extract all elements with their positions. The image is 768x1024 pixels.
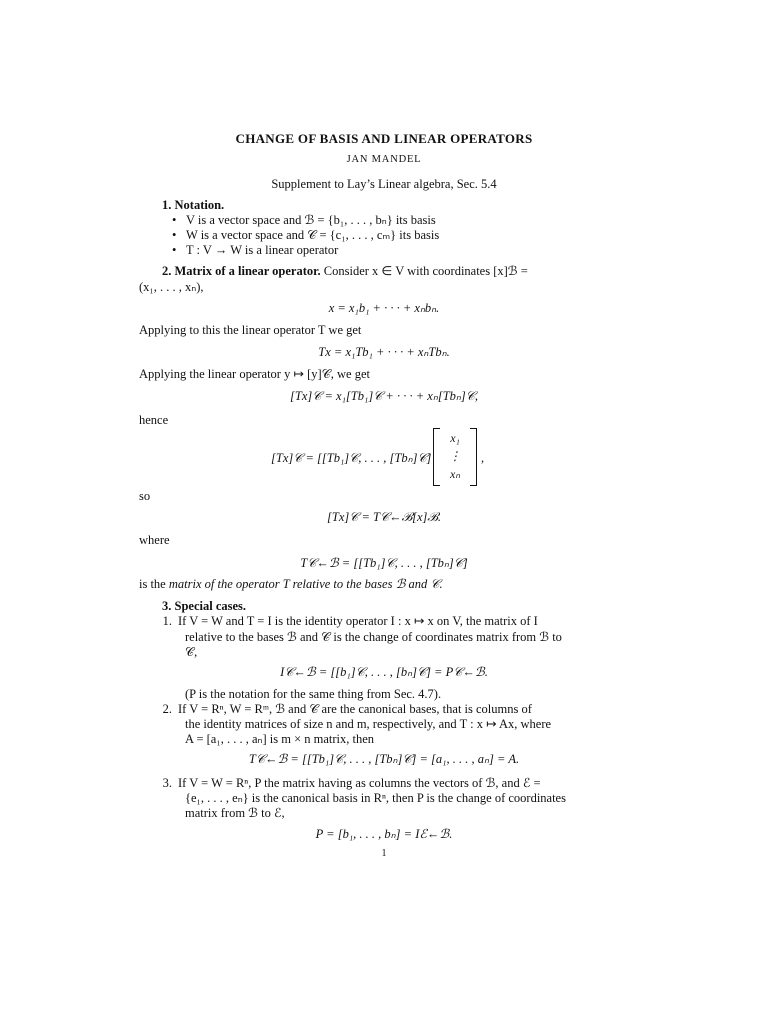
bullet-icon: • xyxy=(172,213,177,227)
case-text: If V = W and T = I is the identity operator I : x ↦ x on V, the matrix of I xyxy=(178,614,538,628)
bullet-text: V is a vector space and ℬ = {b₁, . . . , bₙ} its basis xyxy=(186,213,436,227)
notation-bullet-3 xyxy=(172,242,338,258)
case-3-line-1 xyxy=(152,775,541,791)
case-1-line-1 xyxy=(152,613,538,629)
paragraph-hence: hence xyxy=(139,413,169,427)
bullet-icon: • xyxy=(172,228,177,242)
coordinate-column-vector xyxy=(433,428,478,486)
supplement-line: Supplement to Lay’s Linear algebra, Sec. 5.4 xyxy=(271,177,497,191)
vector-entry-last: xₙ xyxy=(449,467,461,481)
equation-matrix-lhs: [Tx]𝒞 = [[Tb₁]𝒞, . . . , [Tbₙ]𝒞] xyxy=(271,451,432,465)
paper-title: CHANGE OF BASIS AND LINEAR OPERATORS xyxy=(235,131,533,146)
case-2-line-1 xyxy=(152,701,532,717)
equation-matrix-comma: , xyxy=(481,451,485,465)
paragraph-apply-T: Applying to this the linear operator T we get xyxy=(139,323,362,337)
section-2-intro: Consider x ∈ V with coordinates [x]ℬ = xyxy=(323,264,528,278)
paragraph-apply-coord: Applying the linear operator y ↦ [y]𝒞, we get xyxy=(139,367,370,381)
notation-bullet-2 xyxy=(172,227,439,243)
page-number: 1 xyxy=(381,848,387,859)
paragraph-where: where xyxy=(139,533,170,547)
section-2-heading: 2. Matrix of a linear operator. xyxy=(162,264,321,278)
case-text: If V = Rⁿ, W = Rᵐ, ℬ and 𝒞 are the canonical bases, that is columns of xyxy=(178,702,532,716)
bullet-text: T : V → W is a linear operator xyxy=(186,243,339,257)
left-bracket xyxy=(433,428,440,486)
case-3-equation: P = [b₁, . . . , bₙ] = Iℰ←ℬ. xyxy=(315,827,453,841)
equation-Tx-coords: [Tx]𝒞 = x₁[Tb₁]𝒞 + · · · + xₙ[Tbₙ]𝒞, xyxy=(290,389,478,403)
section-2-first-line xyxy=(162,263,528,279)
case-1-note: (P is the notation for the same thing from Sec. 4.7). xyxy=(185,687,442,701)
case-1-equation: I𝒞←ℬ = [[b₁]𝒞, . . . , [bₙ]𝒞] = P𝒞←ℬ. xyxy=(280,665,488,679)
case-2-line-3: A = [a₁, . . . , aₙ] is m × n matrix, then xyxy=(185,732,375,746)
equation-Tx-matrix: [Tx]𝒞 = T𝒞←ℬ[x]ℬ. xyxy=(327,510,441,524)
case-1-line-3: 𝒞, xyxy=(185,645,198,659)
case-number: 1. xyxy=(162,614,172,628)
paragraph-definition xyxy=(139,576,443,592)
case-2-line-2: the identity matrices of size n and m, respectively, and T : x ↦ Ax, where xyxy=(185,717,552,731)
section-3-heading: 3. Special cases. xyxy=(162,599,247,613)
definition-lead: is the xyxy=(139,577,169,591)
vector-entry-dots: ⋮ xyxy=(449,449,461,463)
bullet-text: W is a vector space and 𝒞 = {c₁, . . . , cₘ} its basis xyxy=(186,228,440,242)
author-name: JAN MANDEL xyxy=(346,154,422,165)
equation-Tx: Tx = x₁Tb₁ + · · · + xₙTbₙ. xyxy=(318,345,450,359)
vector-entry-first: x₁ xyxy=(450,431,460,445)
case-1-line-2: relative to the bases ℬ and 𝒞 is the change of coordinates matrix from ℬ to xyxy=(185,630,562,644)
section-1-heading: 1. Notation. xyxy=(162,198,225,212)
equation-T-matrix-def: T𝒞←ℬ = [[Tb₁]𝒞, . . . , [Tbₙ]𝒞] xyxy=(300,556,468,570)
bullet-icon: • xyxy=(172,243,177,257)
section-2-intro-cont: (x₁, . . . , xₙ), xyxy=(139,280,204,294)
case-2-equation: T𝒞←ℬ = [[Tb₁]𝒞, . . . , [Tbₙ]𝒞] = [a₁, . . . , aₙ] = A. xyxy=(248,752,520,766)
right-bracket xyxy=(470,428,477,486)
equation-x-expansion: x = x₁b₁ + · · · + xₙbₙ. xyxy=(328,301,440,315)
case-number: 2. xyxy=(162,702,172,716)
case-text: If V = W = Rⁿ, P the matrix having as columns the vectors of ℬ, and ℰ = xyxy=(178,776,541,790)
paragraph-so: so xyxy=(139,489,151,503)
case-number: 3. xyxy=(162,776,172,790)
case-3-line-3: matrix from ℬ to ℰ, xyxy=(185,806,285,820)
notation-bullet-1 xyxy=(172,212,436,228)
definition-emphasis: matrix of the operator T relative to the bases ℬ and 𝒞. xyxy=(168,577,443,591)
case-3-line-2: {e₁, . . . , eₙ} is the canonical basis in Rⁿ, then P is the change of coordinates xyxy=(185,791,566,805)
